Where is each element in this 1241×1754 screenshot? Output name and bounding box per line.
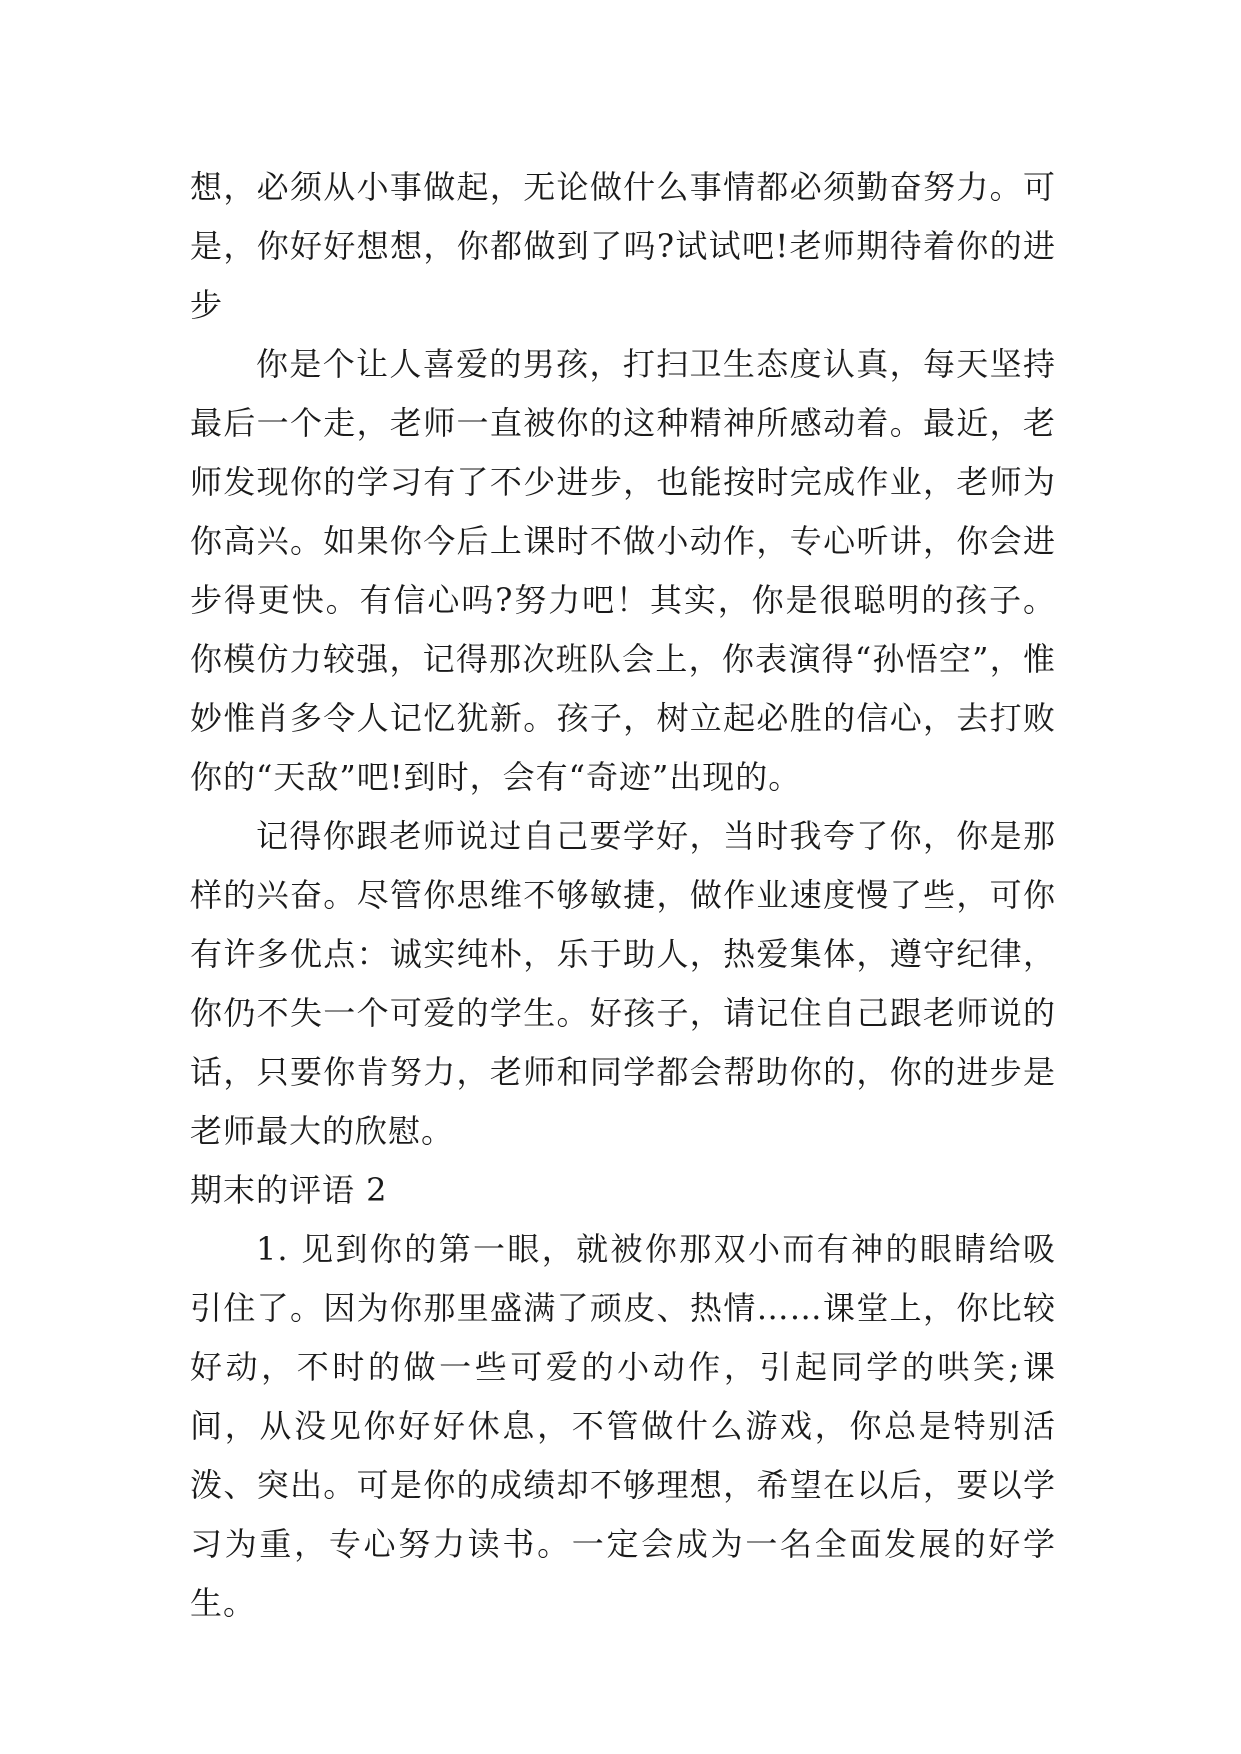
paragraph-comment-first-impression: 1. 见到你的第一眼，就被你那双小而有神的眼睛给吸引住了。因为你那里盛满了顽皮、热情……课堂上，你比较好动，不时的做一些可爱的小动作，引起同学的哄笑;课间，从没见你好好休息，不管做什么游戏，你总是特别活泼、突出。可是你的成绩却不够理想，希望在以后，要以学习为重，专心努力读书。一定会成为一名全面发展的好学生。: [190, 1230, 1056, 1622]
document-body: [190, 158, 1056, 1633]
paragraph-comment-boy: 你是个让人喜爱的男孩，打扫卫生态度认真，每天坚持最后一个走，老师一直被你的这种精神所感动着。最近，老师发现你的学习有了不少进步，也能按时完成作业，老师为你高兴。如果你今后上课时不做小动作，专心听讲，你会进步得更快。有信心吗?努力吧！其实，你是很聪明的孩子。你模仿力较强，记得那次班队会上，你表演得“孙悟空”，惟妙惟肖多令人记忆犹新。孩子，树立起必胜的信心，去打败你的“天敌”吧!到时，会有“奇迹”出现的。: [190, 345, 1056, 796]
paragraph-continuation: 想，必须从小事做起，无论做什么事情都必须勤奋努力。可是，你好好想想，你都做到了吗?试试吧!老师期待着你的进步: [190, 168, 1056, 324]
paragraph-comment-encouragement: 记得你跟老师说过自己要学好，当时我夸了你，你是那样的兴奋。尽管你思维不够敏捷，做作业速度慢了些，可你有许多优点：诚实纯朴，乐于助人，热爱集体，遵守纪律，你仍不失一个可爱的学生。好孩子，请记住自己跟老师说的话，只要你肯努力，老师和同学都会帮助你的，你的进步是老师最大的欣慰。: [190, 817, 1056, 1150]
section-heading: 期末的评语 2: [190, 1171, 388, 1209]
